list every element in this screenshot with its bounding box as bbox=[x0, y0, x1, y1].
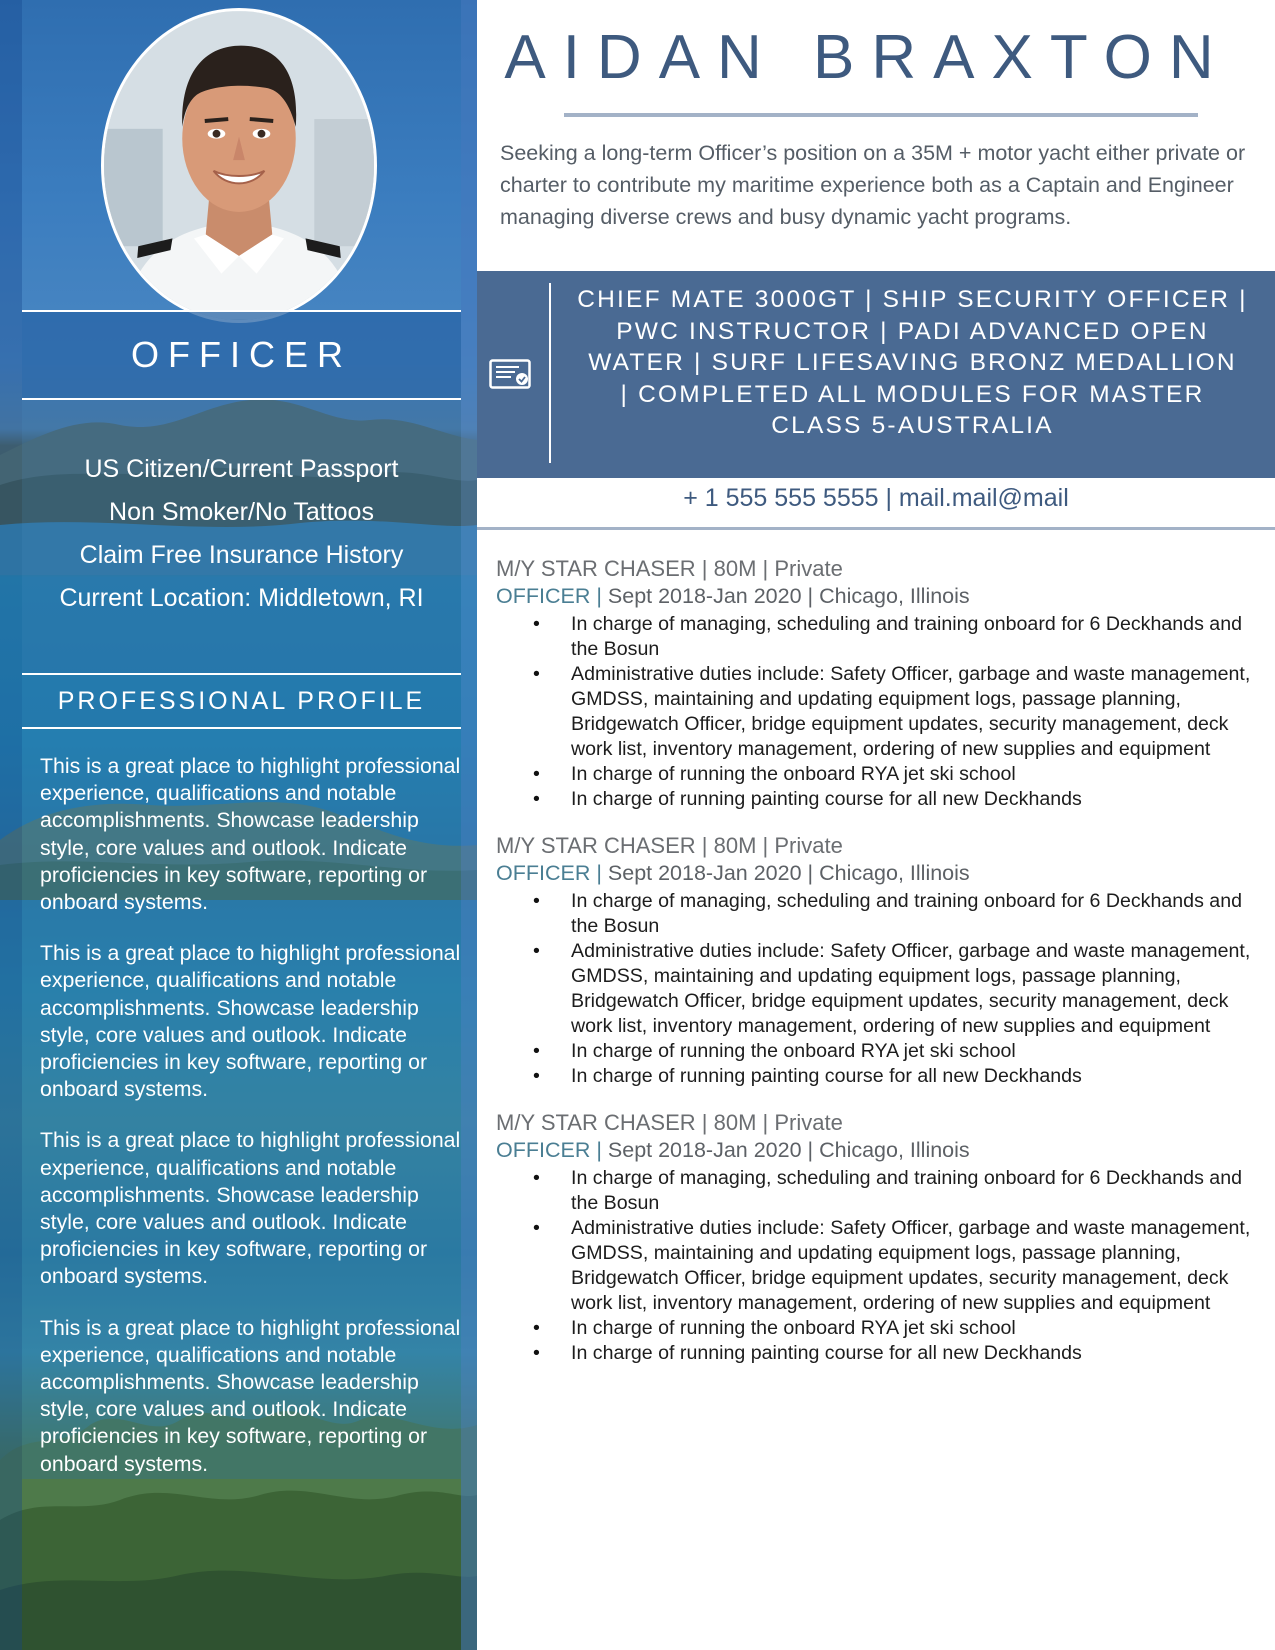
job-details: Sept 2018-Jan 2020 | Chicago, Illinois bbox=[601, 861, 970, 885]
personal-facts bbox=[22, 448, 461, 620]
job-details: Sept 2018-Jan 2020 | Chicago, Illinois bbox=[601, 584, 970, 608]
fact-item: Claim Free Insurance History bbox=[79, 541, 404, 569]
job-role: OFFICER | bbox=[496, 1138, 602, 1162]
credentials-text bbox=[560, 284, 1265, 442]
job-bullet: • In charge of running the onboard RYA jet ski school bbox=[571, 1039, 1256, 1064]
job-bullet: • In charge of managing, scheduling and training onboard for 6 Deckhands and the Bosun bbox=[571, 612, 1256, 662]
profile-photo bbox=[101, 8, 377, 323]
profile-paragraph: This is a great place to highlight professional experience, qualifications and notable accomplishments. Showcase leadership style, core values and outlook. Indicate proficiencies in key software, reporting or onboard systems. bbox=[40, 941, 461, 1102]
job-bullet: • In charge of running painting course for all new Deckhands bbox=[571, 787, 1256, 812]
job-bullet: • Administrative duties include: Safety Officer, garbage and waste management, GMDSS, maintaining and updating equipment logs, passage planning, Bridgewatch Officer, bridge equipment updates, security management, deck work list, inventory management, ordering of new supplies and equipment bbox=[571, 1216, 1256, 1316]
profile-heading: PROFESSIONAL PROFILE bbox=[57, 686, 426, 715]
credential-line: WATER | SURF LIFESAVING BRONZ MEDALLION bbox=[588, 349, 1237, 376]
job-vessel: M/Y STAR CHASER | 80M | Private bbox=[496, 833, 843, 858]
credential-line: CHIEF MATE 3000GT | SHIP SECURITY OFFICER | bbox=[577, 286, 1248, 313]
job-entry bbox=[496, 555, 1256, 812]
profile-paragraphs bbox=[40, 753, 465, 1502]
job-bullets bbox=[571, 612, 1256, 812]
job-bullet: • In charge of managing, scheduling and training onboard for 6 Deckhands and the Bosun bbox=[571, 1166, 1256, 1216]
fact-item: US Citizen/Current Passport bbox=[84, 455, 399, 483]
credential-line: CLASS 5-AUSTRALIA bbox=[771, 412, 1054, 439]
job-bullet: • In charge of running painting course for all new Deckhands bbox=[571, 1064, 1256, 1089]
job-bullets bbox=[571, 889, 1256, 1089]
contact-info: + 1 555 555 5555 | mail.mail@mail bbox=[683, 484, 1069, 512]
profile-heading-band bbox=[22, 673, 461, 729]
contact-divider bbox=[477, 527, 1275, 530]
job-bullet: • In charge of running the onboard RYA jet ski school bbox=[571, 1316, 1256, 1341]
sidebar-left-edge bbox=[0, 0, 22, 1650]
profile-paragraph: This is a great place to highlight professional experience, qualifications and notable accomplishments. Showcase leadership style, core values and outlook. Indicate proficiencies in key software, reporting or onboard systems. bbox=[40, 754, 461, 915]
experience-section bbox=[496, 555, 1256, 1386]
job-vessel: M/Y STAR CHASER | 80M | Private bbox=[496, 1110, 843, 1135]
job-details: Sept 2018-Jan 2020 | Chicago, Illinois bbox=[601, 1138, 970, 1162]
job-bullet: • In charge of managing, scheduling and training onboard for 6 Deckhands and the Bosun bbox=[571, 889, 1256, 939]
job-entry bbox=[496, 1109, 1256, 1366]
objective-statement: Seeking a long-term Officer’s position on a 35M + motor yacht either private or charter to contribute my maritime experience both as a Captain and Engineer managing diverse crews and busy dynamic yacht programs. bbox=[500, 141, 1246, 229]
job-meta bbox=[496, 583, 1256, 610]
sidebar-title: OFFICER bbox=[131, 334, 352, 375]
fact-item: Non Smoker/No Tattoos bbox=[109, 498, 374, 526]
job-vessel: M/Y STAR CHASER | 80M | Private bbox=[496, 556, 843, 581]
job-role: OFFICER | bbox=[496, 584, 602, 608]
job-meta bbox=[496, 860, 1256, 887]
job-role: OFFICER | bbox=[496, 861, 602, 885]
job-entry bbox=[496, 832, 1256, 1089]
candidate-name: AIDAN BRAXTON bbox=[504, 23, 1231, 92]
credential-line: PWC INSTRUCTOR | PADI ADVANCED OPEN bbox=[616, 317, 1209, 345]
job-bullets bbox=[571, 1166, 1256, 1366]
job-bullet: • Administrative duties include: Safety Officer, garbage and waste management, GMDSS, maintaining and updating equipment logs, passage planning, Bridgewatch Officer, bridge equipment updates, security management, deck work list, inventory management, ordering of new supplies and equipment bbox=[571, 939, 1256, 1039]
portrait-illustration bbox=[104, 11, 374, 320]
profile-paragraph: This is a great place to highlight professional experience, qualifications and notable accomplishments. Showcase leadership style, core values and outlook. Indicate proficiencies in key software, reporting or onboard systems. bbox=[40, 1315, 461, 1476]
officer-title-band bbox=[22, 310, 461, 400]
credential-line: | COMPLETED ALL MODULES FOR MASTER bbox=[620, 380, 1205, 408]
credentials-divider bbox=[549, 283, 551, 463]
fact-item: Current Location: Middletown, RI bbox=[59, 584, 424, 612]
job-bullet: • In charge of running painting course for all new Deckhands bbox=[571, 1341, 1256, 1366]
job-bullet: • In charge of running the onboard RYA jet ski school bbox=[571, 762, 1256, 787]
certificate-icon bbox=[489, 359, 531, 389]
name-divider bbox=[564, 113, 1198, 117]
profile-paragraph: This is a great place to highlight professional experience, qualifications and notable accomplishments. Showcase leadership style, core values and outlook. Indicate proficiencies in key software, reporting or onboard systems. bbox=[40, 1128, 461, 1289]
job-bullet: • Administrative duties include: Safety Officer, garbage and waste management, GMDSS, maintaining and updating equipment logs, passage planning, Bridgewatch Officer, bridge equipment updates, security management, deck work list, inventory management, ordering of new supplies and equipment bbox=[571, 662, 1256, 762]
job-meta bbox=[496, 1137, 1256, 1164]
